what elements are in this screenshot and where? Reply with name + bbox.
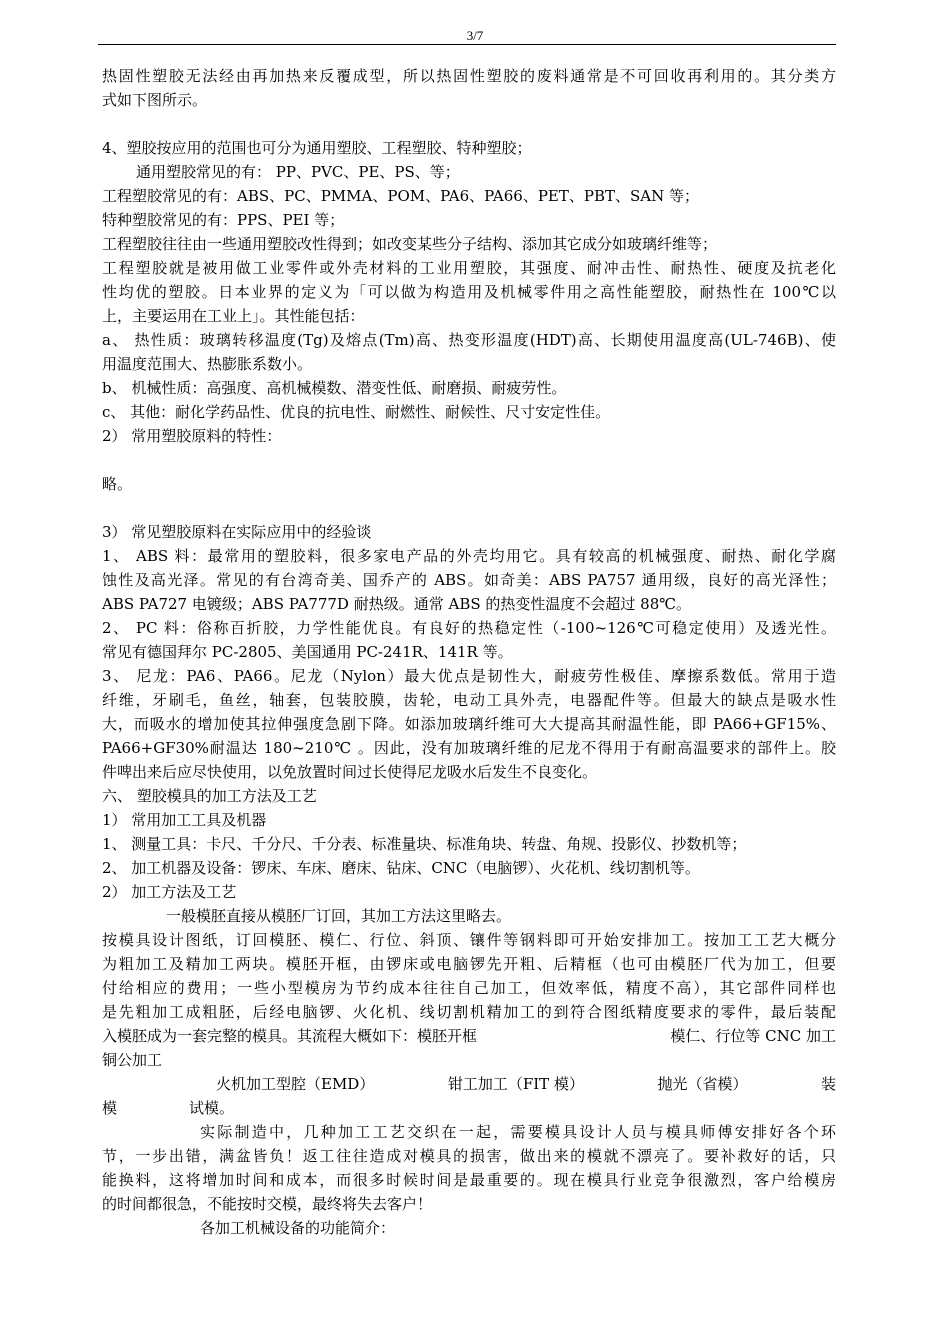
paragraph-line: 性均优的塑胶。日本业界的定义为「可以做为构造用及机械零件用之高性能塑胶，耐热性在 100℃以: [102, 283, 836, 301]
paragraph-line: 上，主要运用在工业上」。其性能包括：: [102, 307, 365, 325]
paragraph-line: 热固性塑胶无法经由再加热来反覆成型，所以热固性塑胶的废料通常是不可回收再利用的。其分类方: [102, 67, 836, 85]
paragraph-line: 付给相应的费用；一些小型模房为节约成本往往自己加工，但效率低，精度不高），其它部件同样也: [102, 979, 836, 997]
flow-step: 钳工加工（FIT 模）: [447, 1075, 584, 1093]
paragraph-line: 工程塑胶就是被用做工业零件或外壳材料的工业用塑胶，其强度、耐冲击性、耐热性、硬度及抗老化: [102, 259, 836, 277]
section-heading: 六、 塑胶模具的加工方法及工艺: [102, 787, 317, 805]
paragraph-line: PA66+GF30%耐温达 180~210℃ 。因此，没有加玻璃纤维的尼龙不得用于有耐高温要求的部件上。胶: [102, 739, 836, 757]
process-flow-line: [102, 1072, 836, 1096]
paragraph-line: 用温度范围大、热膨胀系数小。: [102, 355, 313, 373]
paragraph-line: 实际制造中，几种加工工艺交织在一起，需要模具设计人员与模具师傅安排好各个环: [200, 1123, 836, 1141]
paragraph-line: 蚀性及高光泽。常见的有台湾奇美、国乔产的 ABS。如奇美：ABS PA757 通用级，良好的高光泽性；: [102, 571, 836, 589]
paragraph-line: 2、 加工机器及设备：锣床、车床、磨床、钻床、CNC（电脑锣）、火花机、线切割机等。: [102, 859, 700, 877]
paragraph-line: ABS PA727 电镀级；ABS PA777D 耐热级。通常 ABS 的热变性温度不会超过 88℃。: [102, 595, 692, 613]
flow-step: 火机加工型腔（EMD）: [216, 1075, 375, 1093]
flow-step: 抛光（省模）: [657, 1075, 748, 1093]
paragraph-line: 工程塑胶往往由一些通用塑胶改性得到；如改变某些分子结构、添加其它成分如玻璃纤维等；: [102, 235, 718, 253]
paragraph-line: 大，而吸水的增加使其拉伸强度急剧下降。如添加玻璃纤维可大大提高其耐温性能，即 PA66+GF15%、: [102, 715, 836, 733]
flow-step: 模: [102, 1099, 118, 1117]
flow-step: 试模。: [189, 1099, 235, 1117]
paragraph-line: 特种塑胶常见的有：PPS、PEI 等；: [102, 211, 345, 229]
section-heading: 3） 常见塑胶原料在实际应用中的经验谈: [102, 523, 372, 541]
paragraph-line: 纤维，牙刷毛，鱼丝，轴套，包装胶膜，齿轮，电动工具外壳，电器配件等。但最大的缺点是吸水性: [102, 691, 836, 709]
paragraph-line: a、 热性质：玻璃转移温度(Tg)及熔点(Tm)高、热变形温度(HDT)高、长期使用温度高(UL-746B)、使: [102, 331, 836, 349]
section-heading: 1） 常用加工工具及机器: [102, 811, 267, 829]
paragraph-line: 4、塑胶按应用的范围也可分为通用塑胶、工程塑胶、特种塑胶；: [102, 139, 532, 157]
paragraph-line: 一般模胚直接从模胚厂订回，其加工方法这里略去。: [166, 907, 512, 925]
flow-step: 装: [820, 1075, 836, 1093]
flow-step: 入模胚成为一套完整的模具。其流程大概如下：模胚开框: [102, 1027, 478, 1045]
paragraph-line: 各加工机械设备的功能简介：: [200, 1219, 396, 1237]
paragraph-line: c、 其他：耐化学药品性、优良的抗电性、耐燃性、耐候性、尺寸安定性佳。: [102, 403, 611, 421]
paragraph-line: 为粗加工及精加工两块。模胚开框，由锣床或电脑锣先开粗、后精框（也可由模胚厂代为加工，但要: [102, 955, 836, 973]
paragraph-line: 的时间都很急，不能按时交模，最终将失去客户！: [102, 1195, 433, 1213]
paragraph-line: 常见有德国拜尔 PC-2805、美国通用 PC-241R、141R 等。: [102, 643, 513, 661]
paragraph-line: 能换料，这将增加时间和成本，而很多时候时间是最重要的。现在模具行业竞争很激烈，客户给模房: [102, 1171, 836, 1189]
paragraph-line: b、 机械性质：高强度、高机械模数、潜变性低、耐磨损、耐疲劳性。: [102, 379, 567, 397]
paragraph-line: 2、 PC 料：俗称百折胶，力学性能优良。有良好的热稳定性（-100~126℃可稳定使用）及透光性。: [102, 619, 836, 637]
paragraph-line: 2） 常用塑胶原料的特性：: [102, 427, 282, 445]
paragraph-line: 通用塑胶常见的有： PP、PVC、PE、PS、等；: [136, 163, 460, 181]
paragraph-line: 工程塑胶常见的有：ABS、PC、PMMA、POM、PA6、PA66、PET、PBT、SAN 等；: [102, 187, 699, 205]
paragraph-line: 式如下图所示。: [102, 91, 208, 109]
paragraph-line: 1、 测量工具：卡尺、千分尺、千分表、标准量块、标准角块、转盘、角规、投影仪、抄数机等；: [102, 835, 747, 853]
paragraph-line: 按模具设计图纸，订回模胚、模仁、行位、斜顶、镶件等钢料即可开始安排加工。按加工工艺大概分: [102, 931, 836, 949]
paragraph-line: 是先粗加工成粗胚，后经电脑锣、火化机、线切割机精加工的到符合图纸精度要求的零件，最后装配: [102, 1003, 836, 1021]
document-body: [102, 64, 836, 1240]
flow-step: 模仁、行位等 CNC 加工: [670, 1027, 836, 1045]
paragraph-line: 1、 ABS 料：最常用的塑胶料，很多家电产品的外壳均用它。具有较高的机械强度、耐热、耐化学腐: [102, 547, 836, 565]
paragraph-line: 节，一步出错，满盆皆负！返工往往造成对模具的损害，做出来的模就不漂亮了。要补救好的话，只: [102, 1147, 836, 1165]
header-rule: [98, 44, 836, 45]
paragraph-line: 3、 尼龙：PA6、PA66。尼龙（Nylon）最大优点是韧性大，耐疲劳性极佳、摩擦系数低。常用于造: [102, 667, 836, 685]
process-flow-line: [102, 1096, 836, 1120]
section-heading: 2） 加工方法及工艺: [102, 883, 237, 901]
paragraph-line: 略。: [102, 475, 133, 493]
flow-step: 铜公加工: [102, 1051, 163, 1069]
process-flow-line: [102, 1024, 836, 1048]
page-number: 3/7: [466, 28, 484, 43]
paragraph-line: 件啤出来后应尽快使用，以免放置时间过长使得尼龙吸水后发生不良变化。: [102, 763, 598, 781]
